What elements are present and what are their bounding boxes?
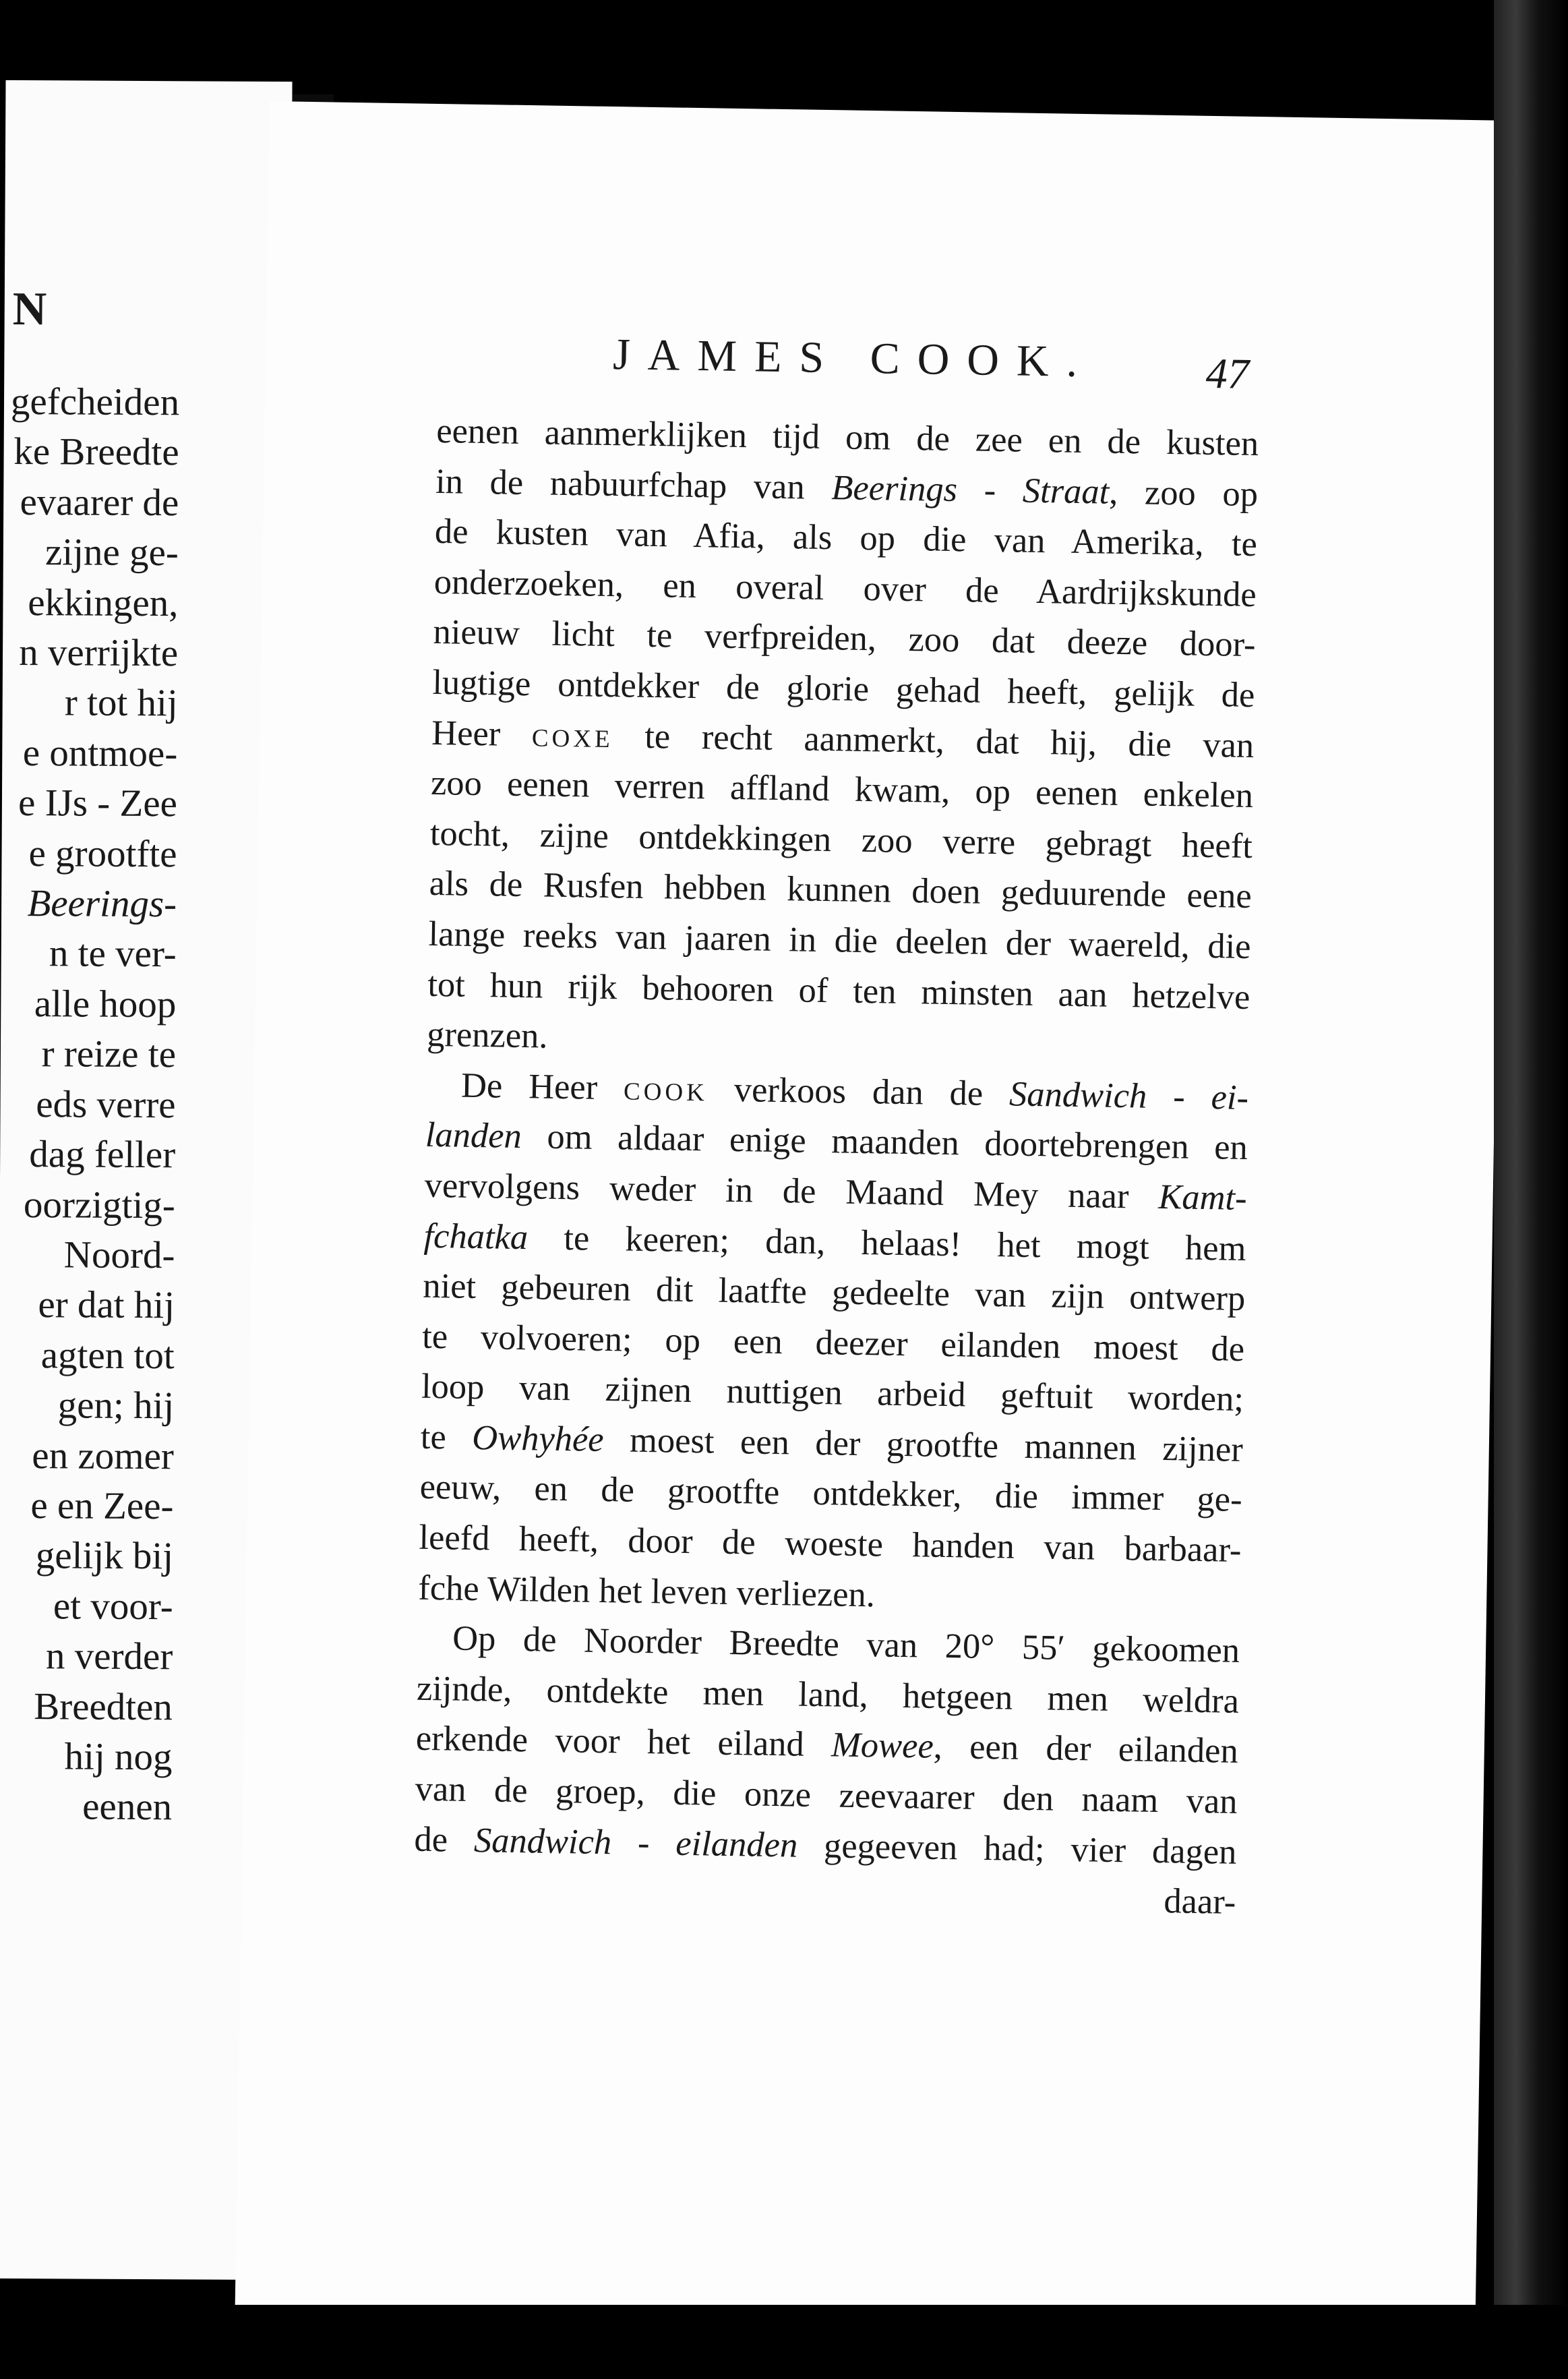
text-line: erkende voor het eiland Mowee, een der eilanden [415, 1719, 1239, 1771]
text-line: de kusten van Afia, als op die van Amerika, te [434, 512, 1258, 564]
text-line: landen om aldaar enige maanden doortebrengen en [425, 1115, 1248, 1168]
text-line: zoo eenen verren affland kwam, op eenen enkelen [430, 763, 1254, 816]
text-line: in de nabuurfchap van Beerings - Straat, zoo op [435, 461, 1259, 514]
left-text-line: ke Breedte [13, 430, 179, 474]
left-text-line: eds verre [36, 1082, 176, 1126]
left-text-line: gefcheiden [10, 380, 180, 424]
text-line: lange reeks van jaaren in die deelen der waereld, die [428, 914, 1251, 966]
left-text-line: e IJs - Zee [18, 782, 178, 825]
text-line: Op de Noorder Breedte van 20° 55′ gekoomen [452, 1618, 1240, 1671]
text-line: vervolgens weder in de Maand Mey naar Kamt- [424, 1165, 1248, 1218]
body-text [413, 406, 1259, 1928]
place-name: Sandwich - ei- [1008, 1074, 1249, 1117]
text-line: Heer coxe te recht aanmerkt, dat hij, die van [431, 713, 1255, 765]
left-text-line: en zomer [32, 1434, 175, 1477]
text-line: leefd heeft, door de woeste handen van barbaar- [419, 1517, 1242, 1570]
place-name: Beerings - Straat [831, 467, 1110, 512]
left-text-line: evaarer de [20, 480, 179, 525]
text-line: de Sandwich - eilanden gegeeven had; vier dagen [414, 1819, 1237, 1872]
left-text-line: gelijk bij [35, 1534, 174, 1578]
left-running-head: N [12, 283, 47, 336]
left-text-line: zijne ge- [44, 531, 179, 575]
place-name: Sandwich - eilanden [473, 1820, 798, 1865]
text-line: De Heer cook verkoos dan de Sandwich - ei- [460, 1065, 1249, 1117]
left-text-line: n verrijkte [19, 631, 179, 675]
place-name: fchatka [423, 1216, 529, 1257]
left-text-line: hij nog [64, 1735, 173, 1779]
text-line: fche Wilden het leven verliezen. [417, 1568, 876, 1615]
text-line: als de Rusfen hebben kunnen doen geduurende eene [429, 864, 1253, 916]
place-name: Mowee [831, 1725, 934, 1767]
left-text-line: Beerings- [27, 882, 177, 926]
left-text-line: dag feller [29, 1133, 176, 1177]
text-line: zijnde, ontdekte men land, hetgeen men weldra [416, 1668, 1240, 1721]
left-text-line: r tot hij [64, 681, 178, 725]
left-text-line: eenen [82, 1785, 173, 1829]
person-name: cook [623, 1068, 708, 1109]
running-head: JAMES COOK. [612, 330, 1095, 387]
text-line: van de groep, die onze zeevaarer den naam van [415, 1769, 1238, 1821]
left-text-line: ekkingen, [28, 581, 179, 624]
left-text-line: gen; hij [57, 1384, 175, 1428]
left-text-line: oorzigtig- [23, 1183, 175, 1227]
text-line: tot hun rijk behooren of ten minsten aan hetzelve [427, 964, 1250, 1017]
text-line: tocht, zijne ontdekkingen zoo verre gebragt heeft [429, 813, 1253, 866]
left-text-line: n te ver- [49, 932, 177, 976]
text-line: te Owhyhée moest een der grootfte mannen zijner [420, 1417, 1244, 1469]
left-text-line: e grootfte [28, 831, 177, 875]
left-text-line: er dat hij [38, 1283, 175, 1327]
page-number: 47 [1205, 349, 1250, 398]
text-line: te volvoeren; op een deezer eilanden moest de [421, 1316, 1245, 1369]
text-line: grenzen. [426, 1014, 548, 1056]
left-text-block [0, 376, 179, 1833]
left-text-line: et voor- [53, 1585, 173, 1628]
text-line: eenen aanmerklijken tijd om de zee en de kusten [435, 411, 1259, 464]
place-name: landen [425, 1115, 522, 1156]
bottom-shadow [0, 2305, 1568, 2379]
catchword: daar- [1163, 1881, 1236, 1922]
text-line: lugtige ontdekker de glorie gehad heeft, gelijk de [432, 662, 1255, 715]
left-text-line: agten tot [40, 1333, 175, 1377]
text-line: onderzoeken, en overal over de Aardrijkskunde [433, 562, 1257, 614]
left-text-line: e ontmoe- [22, 731, 178, 775]
left-text-line: r reize te [41, 1032, 177, 1076]
person-name: coxe [531, 714, 614, 755]
text-line: niet gebeuren dit laatfte gedeelte van zijn ontwerp [422, 1266, 1246, 1319]
book-edge [1494, 0, 1568, 2379]
text-line: nieuw licht te verfpreiden, zoo dat deeze door- [433, 612, 1256, 665]
left-text-line: n verder [45, 1635, 173, 1678]
place-name: Kamt- [1157, 1177, 1248, 1218]
text-line: eeuw, en de grootfte ontdekker, die immer ge- [419, 1467, 1243, 1520]
left-text-line: Noord- [63, 1233, 175, 1277]
text-line: loop van zijnen nuttigen arbeid geftuit worden; [421, 1367, 1244, 1419]
left-text-line: alle hoop [34, 982, 177, 1026]
place-name: Owhyhée [471, 1417, 605, 1459]
left-text-line: Breedten [34, 1684, 173, 1728]
text-line: fchatka te keeren; dan, helaas! het mogt hem [423, 1216, 1246, 1268]
left-text-line: e en Zee- [30, 1484, 174, 1528]
right-page [235, 101, 1510, 2325]
